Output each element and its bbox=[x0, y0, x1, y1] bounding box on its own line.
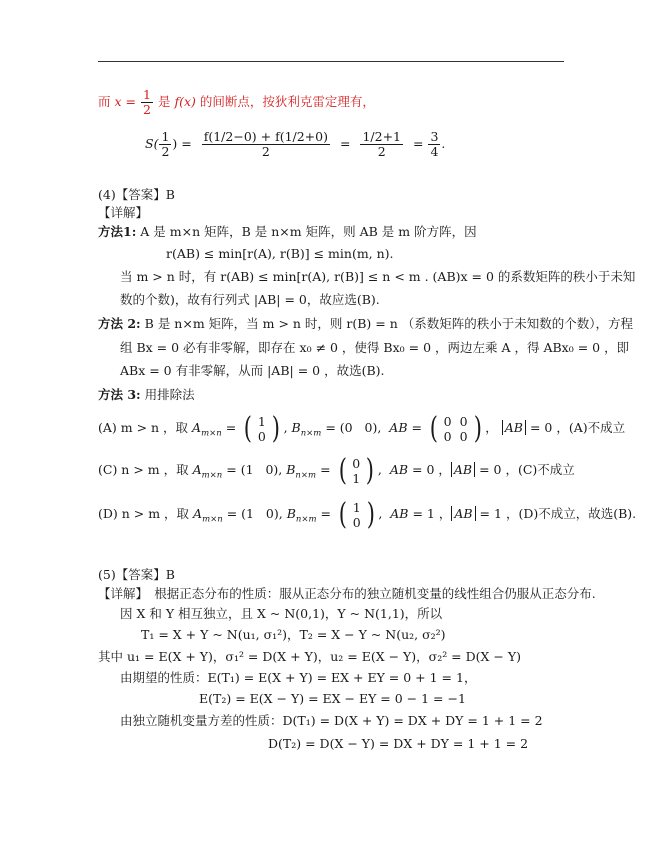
q5-line3: T₁ = X + Y ~ N(u₁, σ₁²)，T₂ = X − Y ~ N(u₂, σ₂²) bbox=[141, 627, 446, 642]
q5-line5: 由期望的性质：E(T₁) = E(X + Y) = EX + EY = 0 + 1 = 1， bbox=[120, 670, 477, 685]
var-x: x bbox=[114, 94, 122, 109]
q5-line2: 因 X 和 Y 相互独立，且 X ~ N(0,1)，Y ~ N(1,1)，所以 bbox=[120, 606, 443, 621]
q5-line8: D(T₂) = D(X − Y) = DX + DY = 1 + 1 = 2 bbox=[268, 736, 529, 751]
s-main-frac bbox=[202, 130, 330, 159]
matrix-ab: ( 0 0 0 0 ) bbox=[429, 410, 482, 446]
q4-detail-label: 【详解】 bbox=[98, 205, 149, 220]
period: . bbox=[441, 136, 446, 151]
intro-line bbox=[98, 84, 375, 120]
method2-label: 方法 2: bbox=[98, 316, 141, 331]
matrix-b-label: $B_{n\times m}$ bbox=[286, 506, 317, 525]
method3-line bbox=[98, 386, 195, 404]
equals-sign: = bbox=[339, 136, 351, 151]
option-c-suffix: ，(C)不成立 bbox=[505, 462, 575, 477]
q5-line7: 由独立随机变量方差的性质：D(T₁) = D(X + Y) = DX + DY = 1 + 1 = 2 bbox=[120, 713, 543, 728]
func-fx: f(x) bbox=[174, 94, 196, 109]
matrix-a-label: $A_{m\times n}$ bbox=[192, 462, 223, 481]
method1-text: A 是 m×n 矩阵，B 是 n×m 矩阵，则 AB 是 m 阶方阵，因 bbox=[140, 224, 477, 239]
method1-label: 方法1: bbox=[98, 224, 137, 239]
s-mid-frac bbox=[360, 130, 403, 159]
option-d-prefix: (D) n > m ，取 bbox=[98, 506, 190, 521]
option-c-prefix: (C) n > m ，取 bbox=[98, 462, 189, 477]
intro-prefix: 而 bbox=[98, 94, 111, 109]
s-arg-frac bbox=[159, 130, 171, 159]
matrix-a-col: ( 1 0 ) bbox=[243, 410, 280, 446]
matrix-b-label: $B_{n\times m}$ bbox=[286, 462, 317, 481]
option-a-prefix: (A) m > n ，取 bbox=[98, 420, 189, 435]
matrix-b-col: ( 0 1 ) bbox=[338, 452, 375, 488]
method3-text: 用排除法 bbox=[144, 387, 195, 402]
intro-suffix: 的间断点，按狄利克雷定理有， bbox=[199, 94, 375, 109]
method3-label: 方法 3: bbox=[98, 387, 141, 402]
fraction-half bbox=[141, 88, 153, 117]
q5-line6: E(T₂) = E(X − Y) = EX − EY = 0 − 1 = −1 bbox=[199, 691, 466, 706]
method2-line bbox=[98, 315, 633, 333]
method1-conclusion: 数的个数)，故有行列式 |AB| = 0，故应选(B). bbox=[120, 292, 380, 307]
method2-cont2: ABx = 0 有非零解，从而 |AB| = 0 ，故选(B). bbox=[120, 363, 385, 378]
s-lhs: S( bbox=[145, 136, 159, 151]
s-main-den: 2 bbox=[261, 144, 270, 159]
option-c: (C) n > m ，取 $A_{m\times n} = (1$ 0), $B_{n\times m}$ = ( 0 1 ) , AB = 0 ， AB = 0 ，(C)不成立 bbox=[98, 452, 575, 488]
frac-num: 1 bbox=[143, 87, 151, 102]
header-rule bbox=[98, 61, 564, 62]
s-main-num: f(1/2−0) + f(1/2+0) bbox=[203, 129, 328, 144]
method2-text: B 是 n×m 矩阵，当 m > n 时，则 r(B) = n （系数矩阵的秩小于未知数的个数），方程 bbox=[144, 316, 633, 331]
option-a: (A) m > n ，取 $A_{m\times n}$ = ( 1 0 ) , $B_{n\times m} = (0$ 0), AB = ( 0 0 0 0 ) ， AB = 0 ，(A)不成立 bbox=[98, 410, 626, 446]
q4-answer: (4)【答案】B bbox=[98, 187, 175, 202]
option-d-suffix: ，(D)不成立，故选(B). bbox=[505, 506, 637, 521]
s-rparen: ) = bbox=[172, 136, 192, 151]
frac-num: 3 bbox=[430, 129, 439, 144]
s-mid-num: 1/2+1 bbox=[362, 129, 401, 144]
equals-sign: = bbox=[412, 136, 424, 151]
matrix-b-col: ( 1 0 ) bbox=[338, 496, 375, 532]
s-result-frac bbox=[428, 130, 440, 159]
method1-inequality: r(AB) ≤ min[r(A), r(B)] ≤ min(m, n). bbox=[166, 246, 394, 261]
q5-answer: (5)【答案】B bbox=[98, 567, 175, 582]
intro-mid: 是 bbox=[157, 94, 171, 109]
method2-cont1: 组 Bx = 0 必有非零解，即存在 x₀ ≠ 0 ，使得 Bx₀ = 0 ，两边左乘 A ，得 ABx₀ = 0 ，即 bbox=[120, 340, 630, 355]
option-a-suffix: ，(A)不成立 bbox=[556, 420, 626, 435]
option-d: (D) n > m ，取 $A_{m\times n} = (1$ 0), $B_{n\times m}$ = ( 1 0 ) , AB = 1 ， AB = 1 ，(D)不成立，故选(B). bbox=[98, 496, 637, 532]
equals-sign: = bbox=[125, 94, 137, 109]
frac-den: 2 bbox=[161, 144, 170, 159]
matrix-b-label: $B_{n\times m}$ bbox=[291, 420, 322, 439]
s-formula bbox=[145, 124, 445, 164]
frac-den: 2 bbox=[143, 102, 151, 117]
method1-line bbox=[98, 223, 477, 241]
q5-line4: 其中 u₁ = E(X + Y)，σ₁² = D(X + Y)，u₂ = E(X − Y)，σ₂² = D(X − Y) bbox=[98, 649, 521, 664]
matrix-a-label: $A_{m\times n}$ bbox=[192, 420, 222, 439]
q5-detail: 【详解】 根据正态分布的性质：服从正态分布的独立随机变量的线性组合仍服从正态分布. bbox=[98, 586, 596, 601]
matrix-a-label: $A_{m\times n}$ bbox=[193, 506, 223, 525]
frac-den: 4 bbox=[430, 144, 439, 159]
method1-case: 当 m > n 时，有 r(AB) ≤ min[r(A), r(B)] ≤ n < m . (AB)x = 0 的系数矩阵的秩小于未知 bbox=[120, 269, 636, 284]
s-mid-den: 2 bbox=[377, 144, 386, 159]
frac-num: 1 bbox=[161, 129, 170, 144]
